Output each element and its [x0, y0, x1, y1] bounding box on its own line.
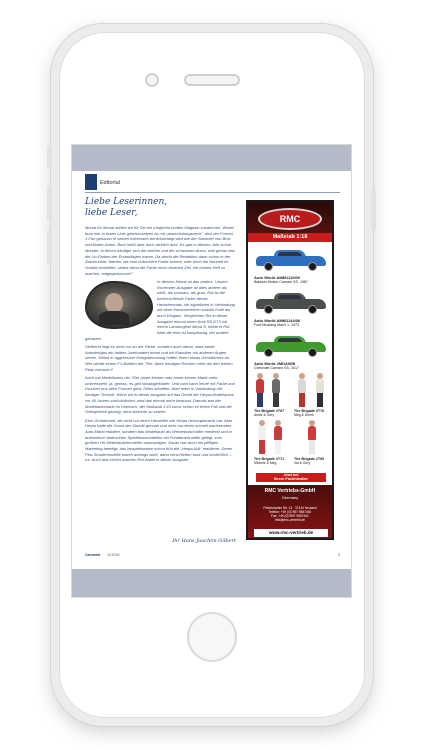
figure-torso [316, 379, 324, 393]
ad-scale-banner: Maßstab 1:18 [248, 233, 332, 242]
figure-image-row-1 [252, 373, 332, 407]
figure-icon [296, 373, 308, 407]
page-footer [85, 553, 340, 561]
figure-image-row-2 [252, 420, 332, 454]
figure-torso [274, 426, 282, 440]
figure-legs [273, 393, 279, 407]
figure-subtitle-3: Michele & Meg [254, 461, 277, 465]
speaker-grille [184, 74, 240, 86]
car-caption-3 [254, 362, 299, 371]
car-title-3: Auto World #MDA06B [254, 361, 296, 366]
figure-legs [257, 393, 263, 407]
wheel-icon [264, 305, 273, 314]
figure-caption-1 [254, 409, 284, 417]
figure-torso [308, 426, 316, 440]
figure-legs [317, 393, 323, 407]
section-marker-icon [85, 174, 97, 190]
page-title [85, 197, 235, 219]
car-caption-2 [254, 319, 300, 328]
figure-subtitle-2: Meg & Derek [294, 413, 314, 417]
rmc-advertisement[interactable] [246, 200, 334, 540]
rmc-logo: RMC [258, 208, 322, 230]
paragraph-4: Auch mit Modellautos der 70er Jahre könnte man heute keinen Markt mehr umkrempeln, ja, gewiss, es gibt Nostalgiekäufer. Und man kann heute mit Farbe und Drucken aus allen Formen ganz Tolles schaffen. Aber eben in Verbindung mit heutiger Technik. Wenn wir in dieser Ausgabe auf das Debüt der Herpa-Modellautos vor 40 Jahren zurückblicken, wird das einmal mehr bewusst. Damals war der Modellautomarkt im Umbruch, der Maßstab 1:43 zuvor schon im freien Fall und die Gelegenheit günstig, neue Akzente zu setzen. [85, 375, 235, 415]
figure-torso [298, 379, 306, 393]
wheel-icon [308, 305, 317, 314]
figure-title-2: Tire Brigade #T76 [294, 409, 325, 413]
wheel-icon [264, 262, 273, 271]
car-image-2 [254, 290, 328, 316]
paragraph-1: Monat für Monat stellen wir für Sie ein möglichst buntes Magazin zusammen. Wobei bunt hier in erster Linie gleichzusetzen ist mit „abwechslungsreich“, also der Formel-1-Fan genauso in seinen Interessen berücksichtigt wird wie der Sammler von Brot-und-Butter-Autos. Bunt heißt aber auch wirklich bunt. Es gab in diesem Jahr schon Monate, in denen häufiger sich die weißen und die schwarzen Autos, weil genau das die Un-Farben der Erstauflagen waren. Da steckt die Redaktion dann schon in der Zwickmühle: Warten, bis eine hübschere Farbe kommt, oder doch die Neuheit im Vorbild vorstellen, selbst wenn die Farbe nicht unserem Ziel, ein buntes Heft zu machen, entgegenkommt? [85, 225, 235, 276]
car-caption-1 [254, 276, 308, 285]
car-subtitle-1: Baldwin Motion Camaro SS, 1967 [254, 280, 308, 285]
car-subtitle-3: Chevrolet Camaro SS, 2017 [254, 366, 299, 371]
side-button-volume-up [47, 186, 52, 220]
figure-torso [272, 379, 280, 393]
section-header [85, 172, 340, 193]
figure-icon [306, 420, 318, 454]
portrait-shirt [99, 311, 129, 325]
side-button-volume-down [47, 230, 52, 264]
figure-icon [272, 420, 284, 454]
figure-legs [259, 440, 265, 454]
car-title-1: Auto World AMM1110/06 [254, 275, 301, 280]
figure-caption-2 [294, 409, 324, 417]
figure-caption-3 [254, 457, 284, 465]
figure-torso [258, 426, 266, 440]
figure-subtitle-1: Andie & Gery [254, 413, 275, 417]
wheel-icon [308, 262, 317, 271]
car-title-2: Auto World AMM1144/06 [254, 318, 301, 323]
ad-country: Germany [281, 495, 299, 500]
paragraph-3: Vielleicht liegt es nicht nur an der Farbe, sondern auch daran, dass beide Autodesigns ein halbes Jahrhundert trennt und wir Klassiker mit anderen Augen sehen. Selbst in aggressiver Kriegsbemalung hoffen Ihnen etwas Gemütliches an. Wer würde einem F1-Boliden der 70er Jahre heutigen Rennen mehr als den letzten Platz zutrauen? [85, 344, 233, 372]
figure-icon [314, 373, 326, 407]
magazine-page[interactable] [71, 144, 352, 598]
ad-website-link[interactable]: www.rmc-vertrieb.de [254, 529, 328, 537]
figure-subtitle-4: Val & Gery [294, 461, 311, 465]
camera-icon [145, 73, 159, 87]
dealer-line-2: Ihrem Fachhändler [274, 477, 308, 482]
car-subtitle-2: Ford Mustang Mach 1, 1973 [254, 323, 299, 328]
figure-title-4: Tire Brigade #T69 [294, 457, 325, 461]
portrait-face [105, 293, 123, 313]
signature: Ihr Hans-Joachim Gilbert [172, 538, 236, 544]
footer-brand: Carsmint [85, 553, 101, 557]
figure-caption-4 [294, 457, 324, 465]
wheel-icon [264, 348, 273, 357]
bottom-toolbar[interactable] [72, 569, 351, 597]
wheel-icon [308, 348, 317, 357]
footer-issue: 11/2018 [107, 553, 120, 557]
figure-legs [275, 440, 281, 454]
home-button[interactable] [187, 612, 237, 662]
headline-line-1: Liebe Leserinnen, [85, 197, 168, 207]
headline-line-2: liebe Leser, [85, 208, 138, 218]
figure-legs [309, 440, 315, 454]
contact-line-4: info@rmc-vertrieb.de [275, 518, 305, 522]
car-image-1 [254, 247, 328, 273]
figure-legs [299, 393, 305, 407]
figure-icon [256, 420, 268, 454]
figure-title-1: Tire Brigade #T67 [254, 409, 285, 413]
figure-title-3: Tire Brigade #T71 [254, 457, 285, 461]
page-number: 3 [338, 553, 340, 557]
contact-line-2: Telefon: +49 (0)7897 9587440 [268, 510, 312, 514]
paragraph-2: In diesem Monat ist das anders. Unsere November-Ausgabe ist alles andere als weiß, als schwarz, als grau. Rot ist die beherrschende Farbe dieses Herbstmonats, sie signalisiert in Verbindung mit einer Karosserieform sowohl Kraft als auch Eleganz. Vergleichen Sie in dieser Ausgabe einmal einen Audi R8 GT3 mit einem Lamborghini Miura S, beide in Rot. Aber die eine ist kampflustig, der andere getrauen. [85, 278, 235, 341]
top-toolbar[interactable] [72, 145, 351, 171]
figure-icon [254, 373, 266, 407]
figure-icon [270, 373, 282, 407]
section-label: Editorial [100, 180, 120, 186]
paragraph-5: Eine Gründerzeit, die nicht nur einen Hersteller wie Herpa hervorgebracht hat. Aber Herpa hatte die Gunst der Stunde genutzt und nicht nur einen schnell wachsenden Auto-Markt etabliert, sondern das Modellauto als Werbebotschafter entdeckt und in authentisch bedruckten Speditionsmodellen ein Fundament dafür gelegt, zum größten H0-Modellautohersteller aufzusteigen. Daran war auch ein pfiffiges Marketing beteiligt, das beispielsweise schon früh die „Herpa-IAA“ etablierte. Deren Pkw-Sondermodelle waren anfangs weiß, dann verschieden bunt und schließlich – rot. Auch das erhöht unseren Rot-Anteil in dieser Ausgabe. [85, 417, 233, 463]
editorial-text [85, 225, 235, 466]
figure-torso [256, 379, 264, 393]
contact-line-3: Fax: +49 (0)7897 9587441 [271, 514, 309, 518]
ad-footer [248, 485, 332, 540]
dealer-line-1: Jetzt bei [283, 473, 299, 477]
car-image-3 [254, 333, 328, 359]
side-button-top [47, 146, 52, 168]
side-button-power [371, 190, 376, 230]
dealer-banner [256, 473, 326, 482]
ad-contact [248, 506, 332, 522]
contact-line-1: Fliedenweiler Str. 13 · 37444 Neuland [263, 506, 317, 510]
ad-company: RMC Vertriebs-GmbH [264, 488, 316, 494]
